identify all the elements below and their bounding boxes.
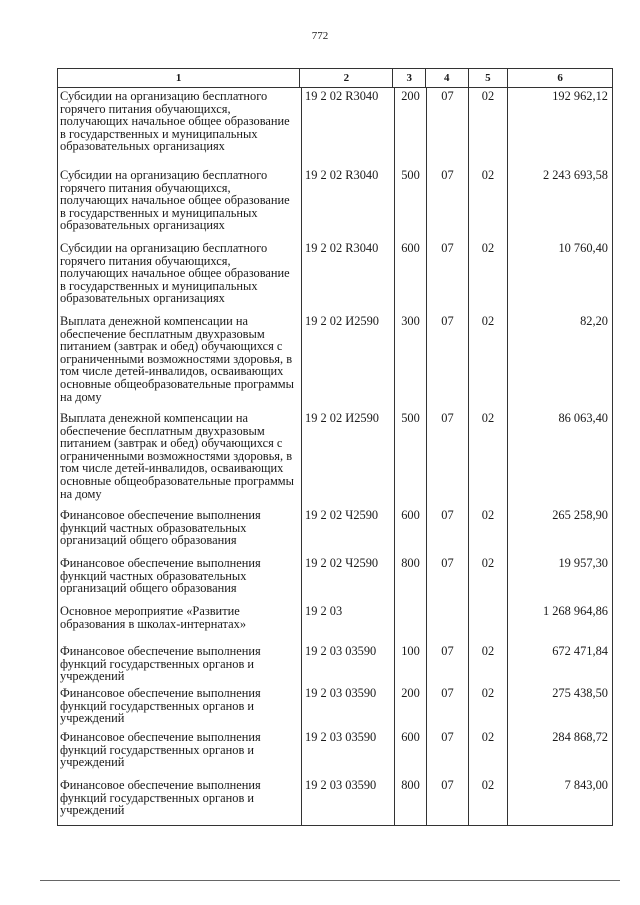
row-pr: 02: [469, 555, 508, 603]
table-body: [58, 88, 613, 826]
row-sum: 284 868,72: [508, 729, 613, 777]
column-header: 4: [426, 69, 469, 87]
row-pr: 02: [469, 643, 508, 685]
row-sum: 86 063,40: [508, 410, 613, 507]
row-code: 19 2 02 R3040: [302, 167, 395, 240]
row-pr: [469, 603, 508, 643]
row-pr: 02: [469, 410, 508, 507]
row-pr: 02: [469, 507, 508, 555]
row-pr: 02: [469, 313, 508, 410]
row-code: 19 2 02 Ч2590: [302, 507, 395, 555]
row-vr: 100: [395, 643, 427, 685]
table-row: [58, 240, 613, 313]
row-sum: 7 843,00: [508, 777, 613, 825]
row-pr: 02: [469, 729, 508, 777]
column-header: 1: [58, 69, 300, 87]
row-rz: 07: [427, 167, 469, 240]
row-pr: 02: [469, 240, 508, 313]
row-rz: [427, 603, 469, 643]
row-pr: 02: [469, 88, 508, 167]
table-row: [58, 729, 613, 777]
row-vr: 800: [395, 777, 427, 825]
row-code: 19 2 02 Ч2590: [302, 555, 395, 603]
table-row: [58, 313, 613, 410]
table-row: [58, 555, 613, 603]
table-row: [58, 685, 613, 729]
row-rz: 07: [427, 410, 469, 507]
row-name: Субсидии на организацию бесплатного горячего питания обучающихся, получающих начальное общее образование в государственных и муниципальных образовательных организациях: [58, 167, 302, 240]
row-vr: 600: [395, 729, 427, 777]
row-sum: 192 962,12: [508, 88, 613, 167]
row-code: 19 2 03: [302, 603, 395, 643]
row-vr: 600: [395, 240, 427, 313]
row-name: Финансовое обеспечение выполнения функций частных образовательных организаций общего образования: [58, 507, 302, 555]
column-header: 6: [508, 69, 613, 87]
row-name: Выплата денежной компенсации на обеспечение бесплатным двухразовым питанием (завтрак и обед) обучающихся с ограниченными возможностями здоровья, в том числе детей-инвалидов, осваивающих основные общеобразовательные программы на дому: [58, 410, 302, 507]
row-name: Финансовое обеспечение выполнения функций частных образовательных организаций общего образования: [58, 555, 302, 603]
row-name: Финансовое обеспечение выполнения функций государственных органов и учреждений: [58, 777, 302, 825]
row-vr: 800: [395, 555, 427, 603]
column-header: 5: [469, 69, 509, 87]
row-code: 19 2 03 03590: [302, 729, 395, 777]
row-rz: 07: [427, 88, 469, 167]
row-rz: 07: [427, 685, 469, 729]
row-vr: 300: [395, 313, 427, 410]
table-header: [58, 69, 613, 88]
row-vr: 200: [395, 685, 427, 729]
row-code: 19 2 03 03590: [302, 685, 395, 729]
row-sum: 10 760,40: [508, 240, 613, 313]
row-vr: 600: [395, 507, 427, 555]
row-vr: [395, 603, 427, 643]
table-row: [58, 410, 613, 507]
row-sum: 2 243 693,58: [508, 167, 613, 240]
page-bottom-rule: [40, 880, 620, 881]
table-row: [58, 603, 613, 643]
table-row: [58, 507, 613, 555]
row-rz: 07: [427, 507, 469, 555]
row-pr: 02: [469, 777, 508, 825]
row-code: 19 2 02 R3040: [302, 240, 395, 313]
row-code: 19 2 02 И2590: [302, 410, 395, 507]
row-rz: 07: [427, 313, 469, 410]
row-vr: 500: [395, 410, 427, 507]
row-name: Финансовое обеспечение выполнения функций государственных органов и учреждений: [58, 643, 302, 685]
row-name: Субсидии на организацию бесплатного горячего питания обучающихся, получающих начальное общее образование в государственных и муниципальных образовательных организациях: [58, 88, 302, 167]
row-name: Финансовое обеспечение выполнения функций государственных органов и учреждений: [58, 685, 302, 729]
row-code: 19 2 03 03590: [302, 777, 395, 825]
row-rz: 07: [427, 240, 469, 313]
row-rz: 07: [427, 555, 469, 603]
row-sum: 275 438,50: [508, 685, 613, 729]
table-row: [58, 167, 613, 240]
row-name: Основное мероприятие «Развитие образования в школах-интернатах»: [58, 603, 302, 643]
row-sum: 19 957,30: [508, 555, 613, 603]
page-number: 772: [311, 30, 329, 42]
row-name: Выплата денежной компенсации на обеспечение бесплатным двухразовым питанием (завтрак и обед) обучающихся с ограниченными возможностями здоровья, в том числе детей-инвалидов, осваивающих основные общеобразовательные программы на дому: [58, 313, 302, 410]
row-pr: 02: [469, 167, 508, 240]
column-header: 3: [393, 69, 426, 87]
row-sum: 265 258,90: [508, 507, 613, 555]
row-code: 19 2 02 И2590: [302, 313, 395, 410]
row-name: Финансовое обеспечение выполнения функций государственных органов и учреждений: [58, 729, 302, 777]
row-vr: 200: [395, 88, 427, 167]
row-rz: 07: [427, 729, 469, 777]
row-sum: 1 268 964,86: [508, 603, 613, 643]
row-code: 19 2 02 R3040: [302, 88, 395, 167]
row-rz: 07: [427, 643, 469, 685]
row-sum: 82,20: [508, 313, 613, 410]
row-code: 19 2 03 03590: [302, 643, 395, 685]
table-row: [58, 777, 613, 825]
row-pr: 02: [469, 685, 508, 729]
row-rz: 07: [427, 777, 469, 825]
row-name: Субсидии на организацию бесплатного горячего питания обучающихся, получающих начальное общее образование в государственных и муниципальных образовательных организациях: [58, 240, 302, 313]
budget-table: [57, 68, 613, 826]
column-header: 2: [300, 69, 393, 87]
row-sum: 672 471,84: [508, 643, 613, 685]
row-vr: 500: [395, 167, 427, 240]
table-row: [58, 643, 613, 685]
table-row: [58, 88, 613, 167]
